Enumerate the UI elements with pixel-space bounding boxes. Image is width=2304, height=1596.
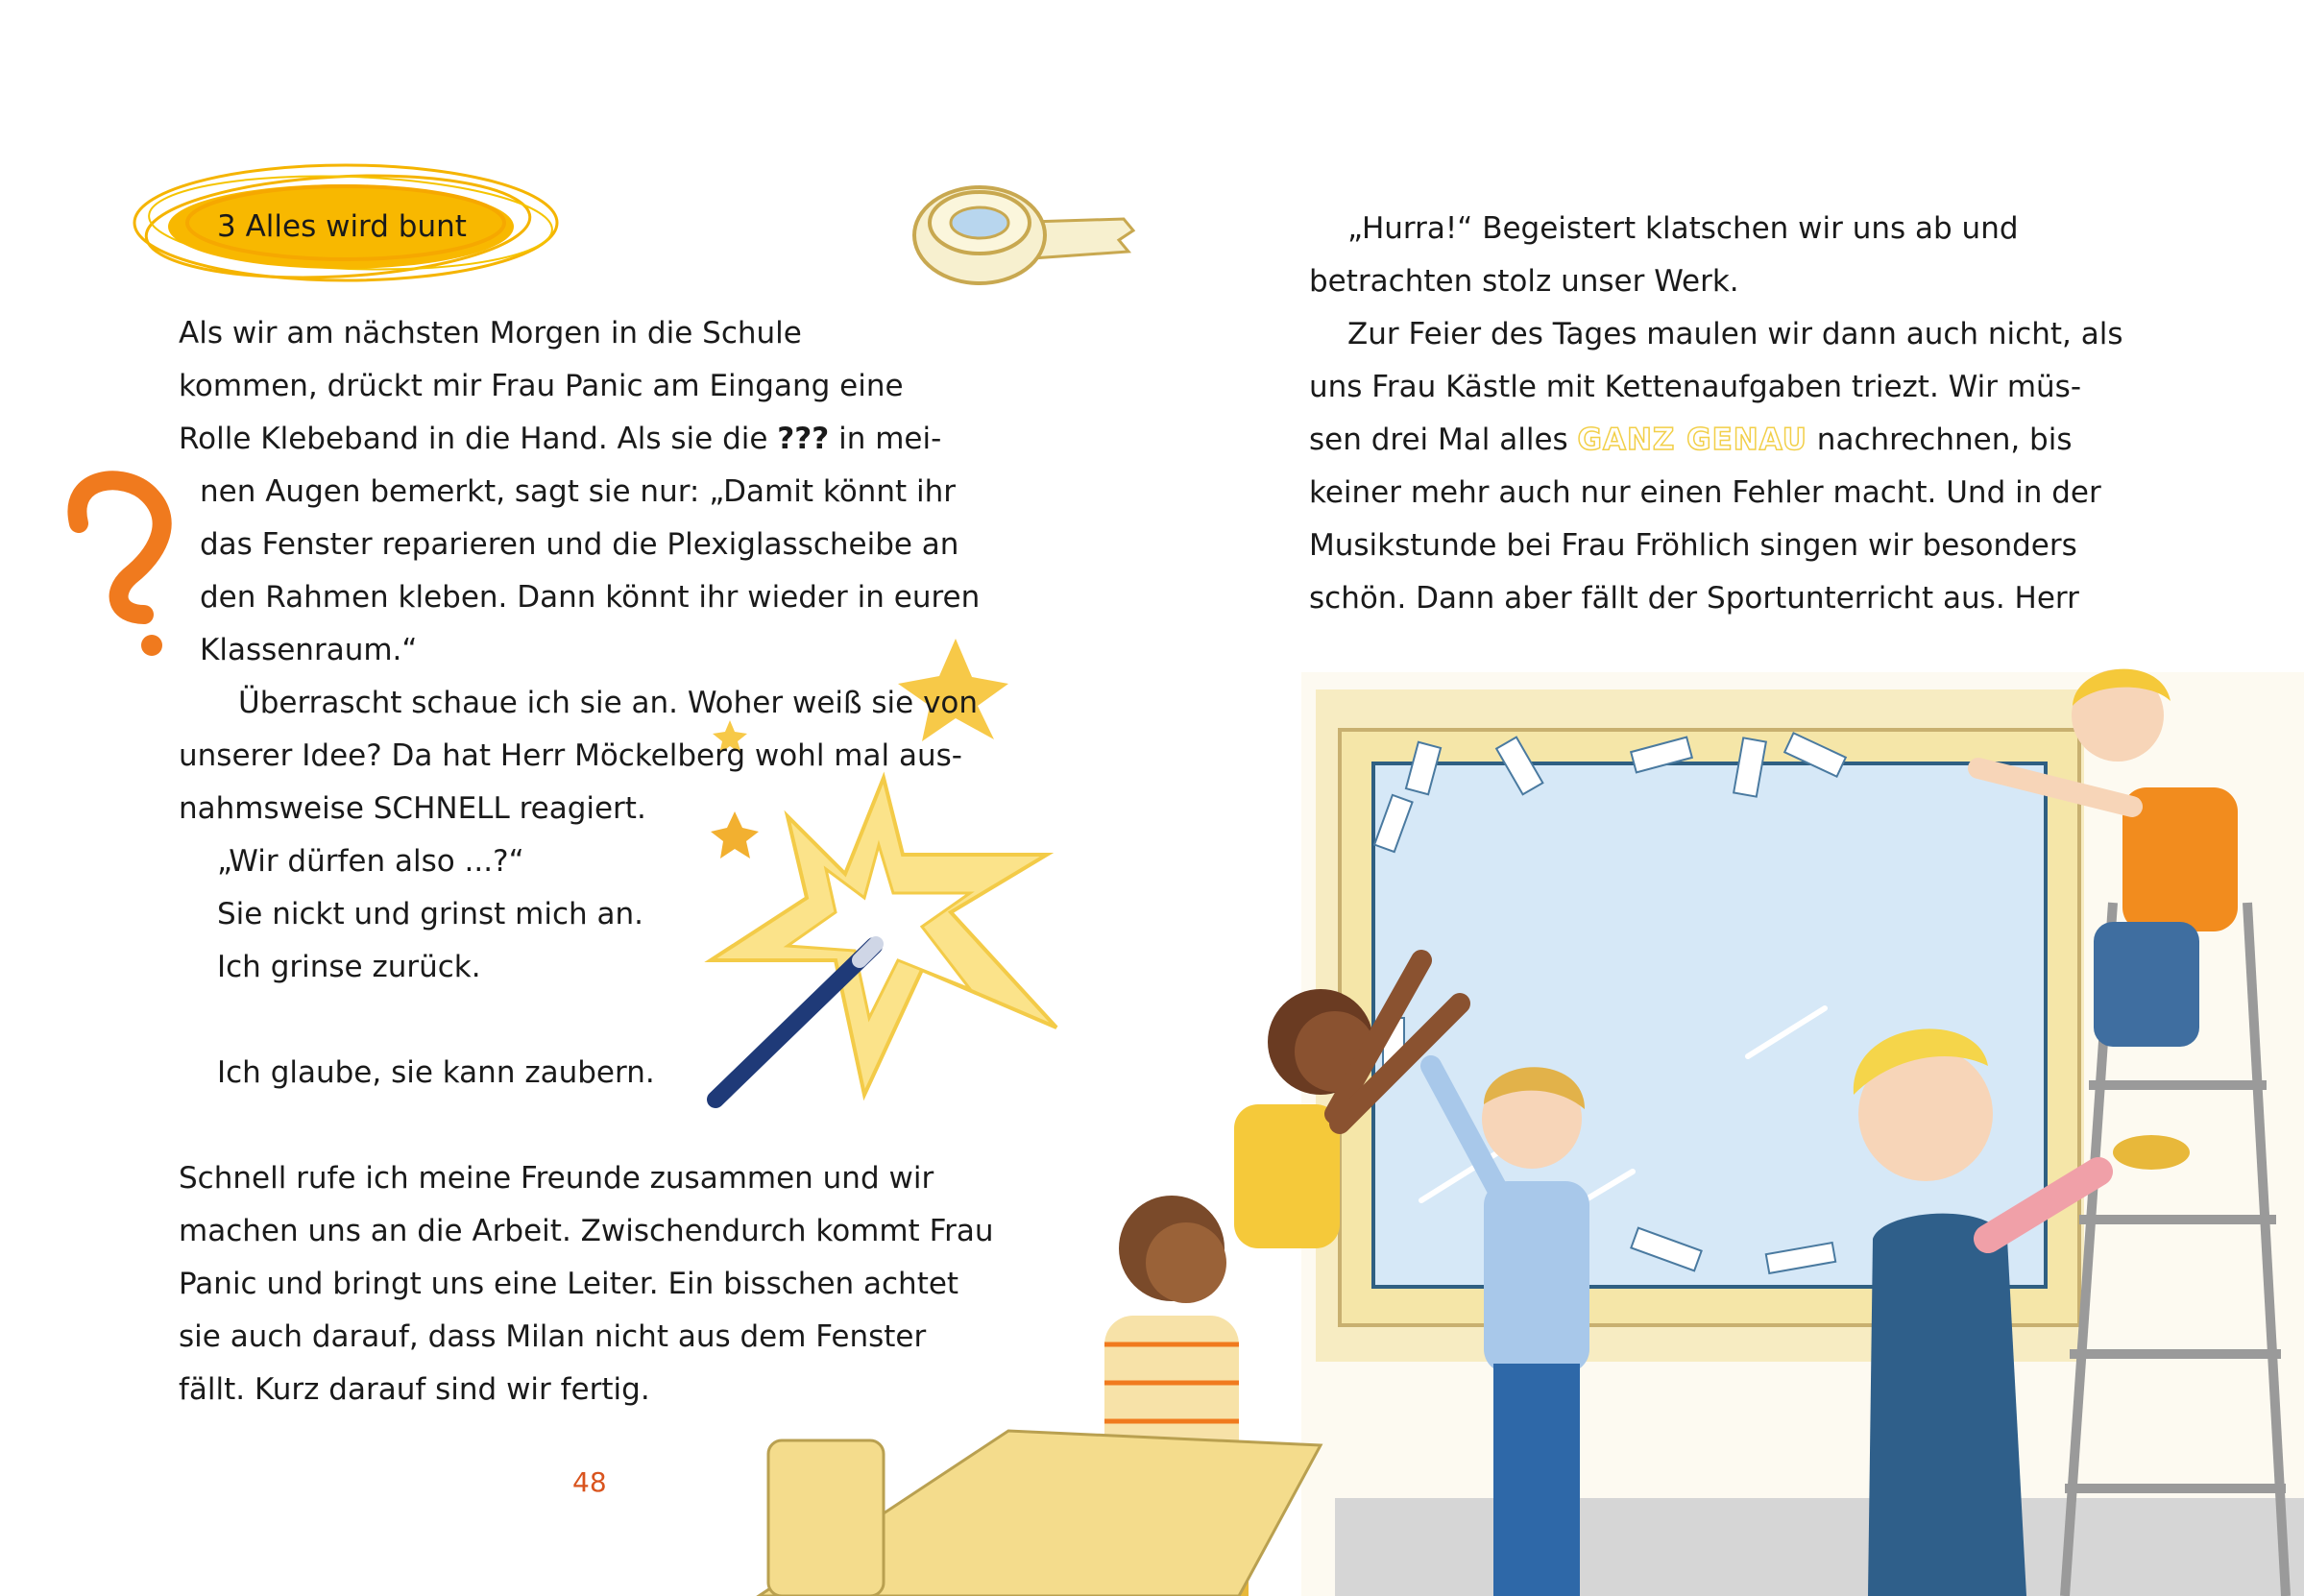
- text-line: Panic und bringt uns eine Leiter. Ein bisschen achtet: [179, 1267, 959, 1301]
- text-line: kommen, drückt mir Frau Panic am Eingang eine: [179, 369, 904, 403]
- text-line: fällt. Kurz darauf sind wir fertig.: [179, 1372, 650, 1407]
- text-line: keiner mehr auch nur einen Fehler macht. Und in der: [1309, 475, 2101, 510]
- question-mark-icon: [77, 480, 162, 656]
- text-line: Ich grinse zurück.: [217, 950, 481, 984]
- tape-roll-icon: [914, 187, 1133, 283]
- text-line: machen uns an die Arbeit. Zwischendurch kommt Frau: [179, 1214, 994, 1248]
- text-line: Als wir am nächsten Morgen in die Schule: [179, 316, 802, 351]
- text-line: den Rahmen kleben. Dann könnt ihr wieder in euren: [200, 580, 981, 615]
- text-line: uns Frau Kästle mit Kettenaufgaben triezt. Wir müs-: [1309, 370, 2082, 404]
- text-line: sie auch darauf, dass Milan nicht aus dem Fenster: [179, 1319, 927, 1354]
- text-line: [1309, 421, 2073, 459]
- text-line: [179, 420, 941, 458]
- text-line: nen Augen bemerkt, sagt sie nur: „Damit könnt ihr: [200, 474, 956, 509]
- page-number: 48: [572, 1466, 607, 1498]
- text-line: betrachten stolz unser Werk.: [1309, 264, 1739, 299]
- text-span: sen drei Mal alles: [1309, 423, 1578, 457]
- text-line: Überrascht schaue ich sie an. Woher weiß sie von: [238, 686, 979, 720]
- text-line: Klassenraum.“: [200, 633, 418, 667]
- classroom-illustration: [759, 669, 2304, 1596]
- text-line: Schnell rufe ich meine Freunde zusammen und wir: [179, 1161, 934, 1196]
- magic-wand-icon: [711, 778, 1056, 1100]
- text-span: Rolle Klebeband in die Hand. Als sie die: [179, 422, 778, 456]
- text-line: Musikstunde bei Frau Fröhlich singen wir besonders: [1309, 528, 2077, 563]
- ganz-genau-lettering: GANZ GENAU: [1577, 423, 1807, 457]
- text-span: nachrechnen, bis: [1807, 423, 2073, 457]
- text-line: Ich glaube, sie kann zaubern.: [217, 1055, 655, 1090]
- bold-question-marks: ???: [777, 422, 830, 456]
- text-line: unserer Idee? Da hat Herr Möckelberg wohl mal aus-: [179, 738, 962, 773]
- table-and-chair: [759, 1431, 1321, 1596]
- text-line: Sie nickt und grinst mich an.: [217, 897, 644, 931]
- text-line: schön. Dann aber fällt der Sportunterricht aus. Herr: [1309, 581, 2079, 616]
- text-line: nahmsweise SCHNELL reagiert.: [179, 791, 646, 826]
- chapter-heading: 3 Alles wird bunt: [217, 209, 467, 244]
- text-line: „Hurra!“ Begeistert klatschen wir uns ab und: [1347, 211, 2019, 246]
- text-line: Zur Feier des Tages maulen wir dann auch nicht, als: [1347, 317, 2123, 351]
- text-line: „Wir dürfen also ...?“: [217, 844, 524, 879]
- text-line: das Fenster reparieren und die Plexiglasscheibe an: [200, 527, 959, 562]
- text-span: in mei-: [829, 422, 942, 456]
